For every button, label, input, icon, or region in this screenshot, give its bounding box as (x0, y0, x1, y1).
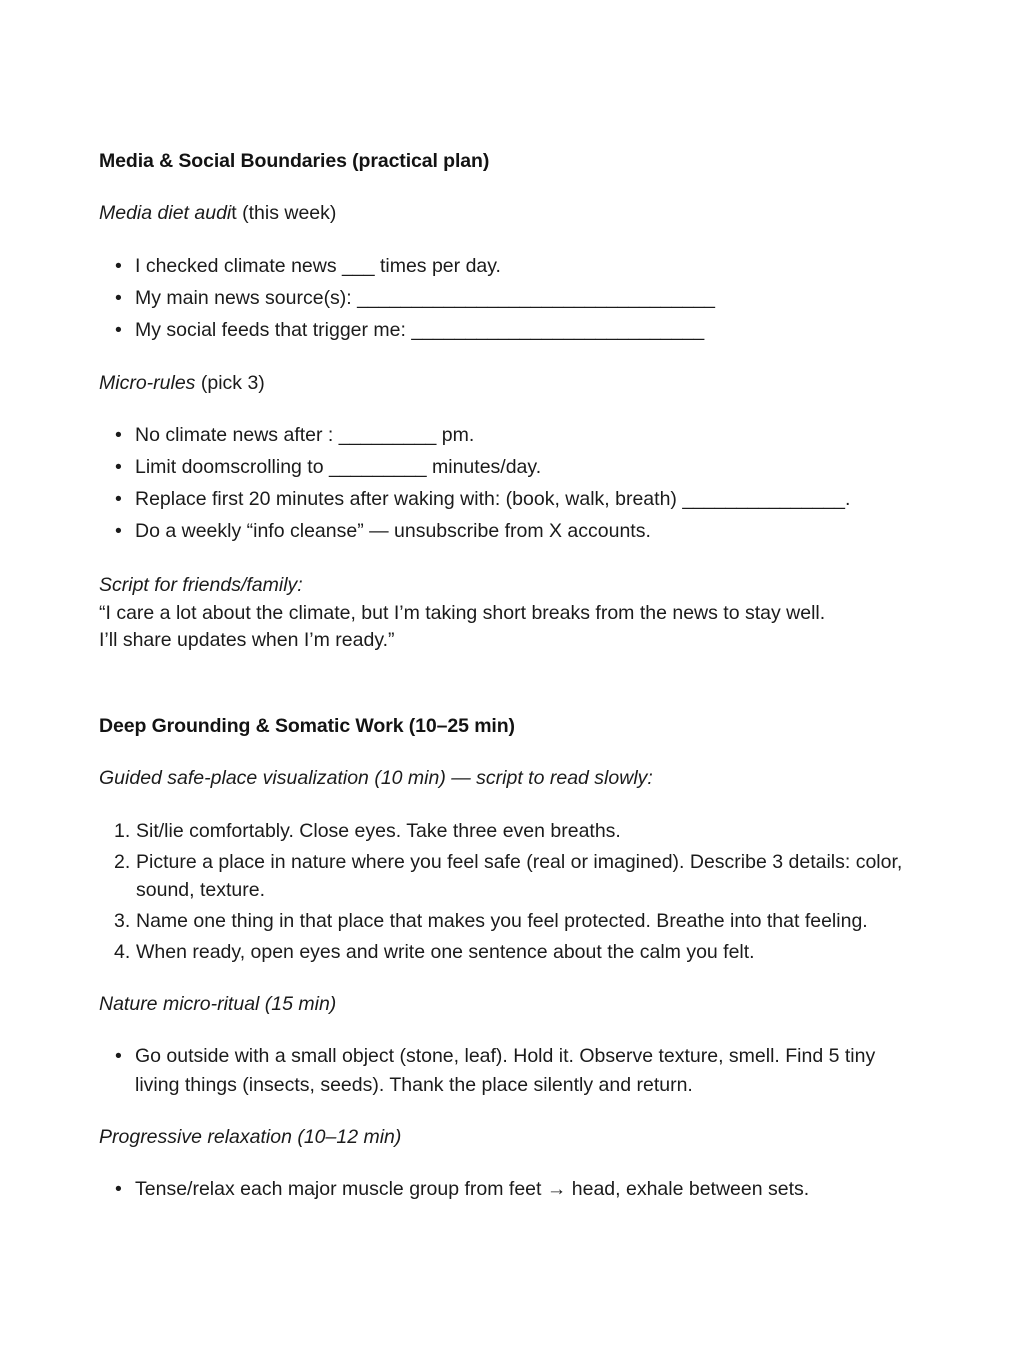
subheading-script-for-friends-family (99, 572, 925, 599)
spacer (99, 344, 925, 370)
subheading-media-diet-audit (99, 200, 925, 227)
section-heading-media-social-boundaries: Media & Social Boundaries (practical plan) (99, 150, 490, 172)
list-item: • Replace first 20 minutes after waking with: (book, walk, breath) _______________. (99, 485, 925, 513)
list-item: • Go outside with a small object (stone, leaf). Hold it. Observe texture, smell. Find 5 tiny living things (insects, seeds). Thank the place silently and return. (99, 1042, 925, 1098)
spacer (99, 655, 925, 713)
spacer (99, 739, 925, 765)
section-heading-deep-grounding-somatic-work: Deep Grounding & Somatic Work (10–25 min) (99, 715, 515, 738)
subheading-progressive-relaxation (99, 1124, 925, 1151)
list-item: Sit/lie comfortably. Close eyes. Take three even breaths. (136, 819, 621, 842)
list-micro-rules (99, 421, 925, 545)
subheading-micro-rules (99, 370, 925, 397)
spacer (99, 545, 925, 572)
subheading-micro-rules-italic: Micro-rules (99, 371, 196, 394)
subheading-guided-safe-place-italic: Guided safe-place visualization (10 min) — script to read slowly: (99, 767, 653, 790)
script-quote-line-1: “I care a lot about the climate, but I’m taking short breaks from the news to stay well. (99, 601, 826, 624)
list-item: • My social feeds that trigger me: ___________________________ (99, 316, 925, 344)
spacer (99, 793, 925, 817)
subheading-nature-micro-ritual (99, 991, 925, 1018)
subheading-script-label-italic: Script for friends/family: (99, 574, 303, 597)
list-item: • Do a weekly “info cleanse” — unsubscribe from X accounts. (99, 517, 925, 545)
subheading-progressive-relaxation-italic: Progressive relaxation (10–12 min) (99, 1125, 402, 1148)
list-item: When ready, open eyes and write one sentence about the calm you felt. (136, 941, 755, 964)
subheading-nature-micro-ritual-italic: Nature micro-ritual (15 min) (99, 993, 337, 1016)
spacer (99, 1151, 925, 1175)
subheading-micro-rules-rest: (pick 3) (195, 371, 265, 394)
list-guided-visualization-steps (99, 817, 925, 966)
document-body (99, 148, 925, 1203)
list-item: Name one thing in that place that makes you feel protected. Breathe into that feeling. (136, 909, 868, 932)
list-item: • Limit doomscrolling to _________ minutes/day. (99, 453, 925, 481)
spacer (99, 1018, 925, 1042)
subheading-guided-safe-place-visualization (99, 765, 925, 792)
spacer (99, 966, 925, 991)
list-item: • I checked climate news ___ times per day. (99, 252, 925, 280)
subheading-media-diet-audit-rest: t (this week) (231, 202, 337, 225)
list-item: • No climate news after : _________ pm. (99, 421, 925, 449)
list-progressive-relaxation (99, 1175, 925, 1203)
spacer (99, 397, 925, 421)
list-item: • My main news source(s): _________________________________ (99, 284, 925, 312)
list-media-diet-audit (99, 252, 925, 344)
script-quote-line-2: I’ll share updates when I’m ready.” (99, 629, 395, 652)
spacer (99, 174, 925, 200)
spacer (99, 1099, 925, 1124)
list-nature-micro-ritual (99, 1042, 925, 1098)
spacer (99, 228, 925, 252)
subheading-media-diet-audit-italic: Media diet audi (99, 202, 232, 225)
list-item: • Tense/relax each major muscle group from feet → head, exhale between sets. (99, 1175, 925, 1203)
list-item: Picture a place in nature where you feel safe (real or imagined). Describe 3 details: color, sound, texture. (136, 850, 903, 901)
